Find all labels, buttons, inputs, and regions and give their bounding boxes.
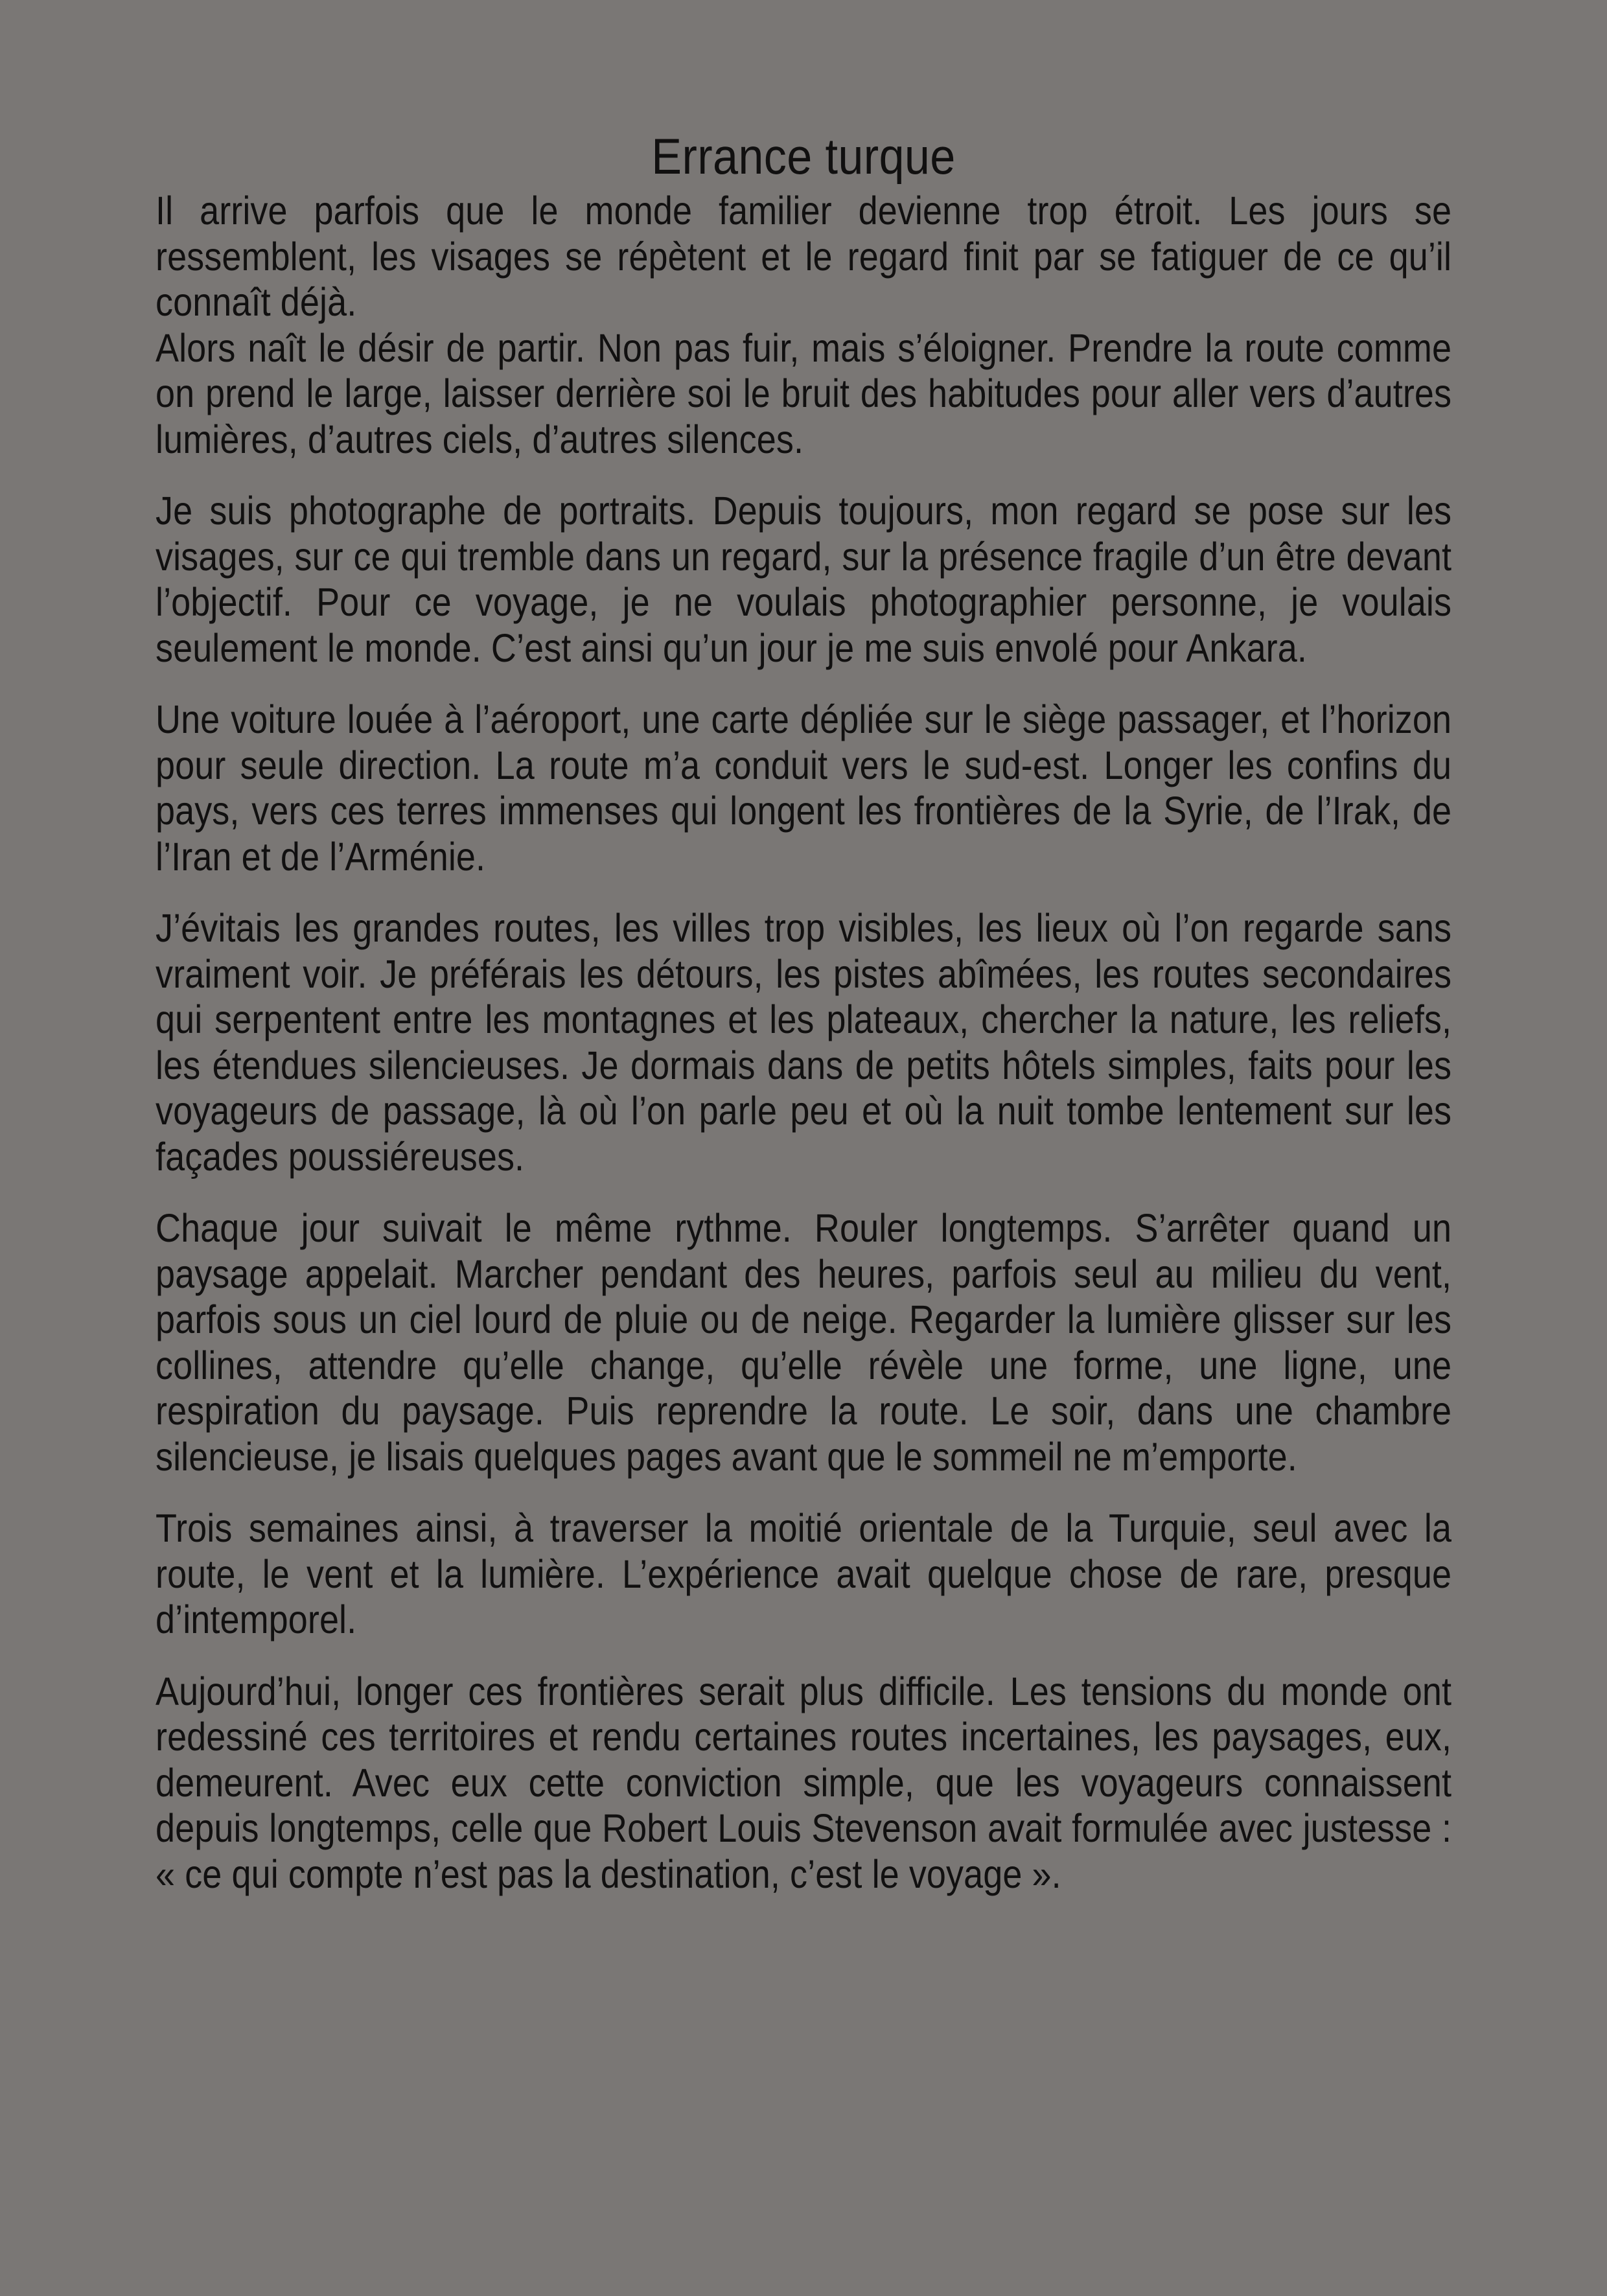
paragraph-7: Aujourd’hui, longer ces frontières serait plus difficile. Les tensions du monde ont redessiné ces territoires et rendu certaines routes incertaines, les paysages, eux, demeurent. Avec eux cette conviction simple, que les voyageurs connaissent depuis longtemps, celle que Robert Louis Stevenson avait formulée avec justesse : « ce qui compte n’est pas la destination, c’est le voyage ». — [156, 1669, 1452, 1896]
paragraph-3: Une voiture louée à l’aéroport, une carte dépliée sur le siège passager, et l’horizon pour seule direction. La route m’a conduit vers le sud-est. Longer les confins du pays, vers ces terres immenses qui longent les frontières de la Syrie, de l’Irak, de l’Iran et de l’Arménie. — [156, 697, 1452, 879]
paragraph-5: Chaque jour suivait le même rythme. Rouler longtemps. S’arrêter quand un paysage appelait. Marcher pendant des heures, parfois seul au milieu du vent, parfois sous un ciel lourd de pluie ou de neige. Regarder la lumière glisser sur les collines, attendre qu’elle change, qu’elle révèle une forme, une ligne, une respiration du paysage. Puis reprendre la route. Le soir, dans une chambre silencieuse, je lisais quelques pages avant que le sommeil ne m’emporte. — [156, 1206, 1452, 1479]
paragraph-1b: Alors naît le désir de partir. Non pas fuir, mais s’éloigner. Prendre la route comme on prend le large, laisser derrière soi le bruit des habitudes pour aller vers d’autres lumières, d’autres ciels, d’autres silences. — [156, 325, 1452, 461]
paragraph-2: Je suis photographe de portraits. Depuis toujours, mon regard se pose sur les visages, sur ce qui tremble dans un regard, sur la présence fragile d’un être devant l’objectif. Pour ce voyage, je ne voulais photographier personne, je voulais seulement le monde. C’est ainsi qu’un jour je me suis envolé pour Ankara. — [156, 489, 1452, 670]
page-title: Errance turque — [651, 128, 956, 185]
paragraph-6: Trois semaines ainsi, à traverser la moitié orientale de la Turquie, seul avec la route, le vent et la lumière. L’expérience avait quelque chose de rare, presque d’intemporel. — [156, 1506, 1452, 1641]
body-text-column — [156, 188, 1451, 1897]
paragraph-4: J’évitais les grandes routes, les villes trop visibles, les lieux où l’on regarde sans vraiment voir. Je préférais les détours, les pistes abîmées, les routes secondaires qui serpentent entre les montagnes et les plateaux, chercher la nature, les reliefs, les étendues silencieuses. Je dormais dans de petits hôtels simples, faits pour les voyageurs de passage, là où l’on parle peu et où la nuit tombe lentement sur les façades poussiéreuses. — [156, 906, 1452, 1179]
paragraph-1: Il arrive parfois que le monde familier devienne trop étroit. Les jours se ressemblent, les visages se répètent et le regard finit par se fatiguer de ce qu’il connaît déjà. — [156, 189, 1452, 324]
